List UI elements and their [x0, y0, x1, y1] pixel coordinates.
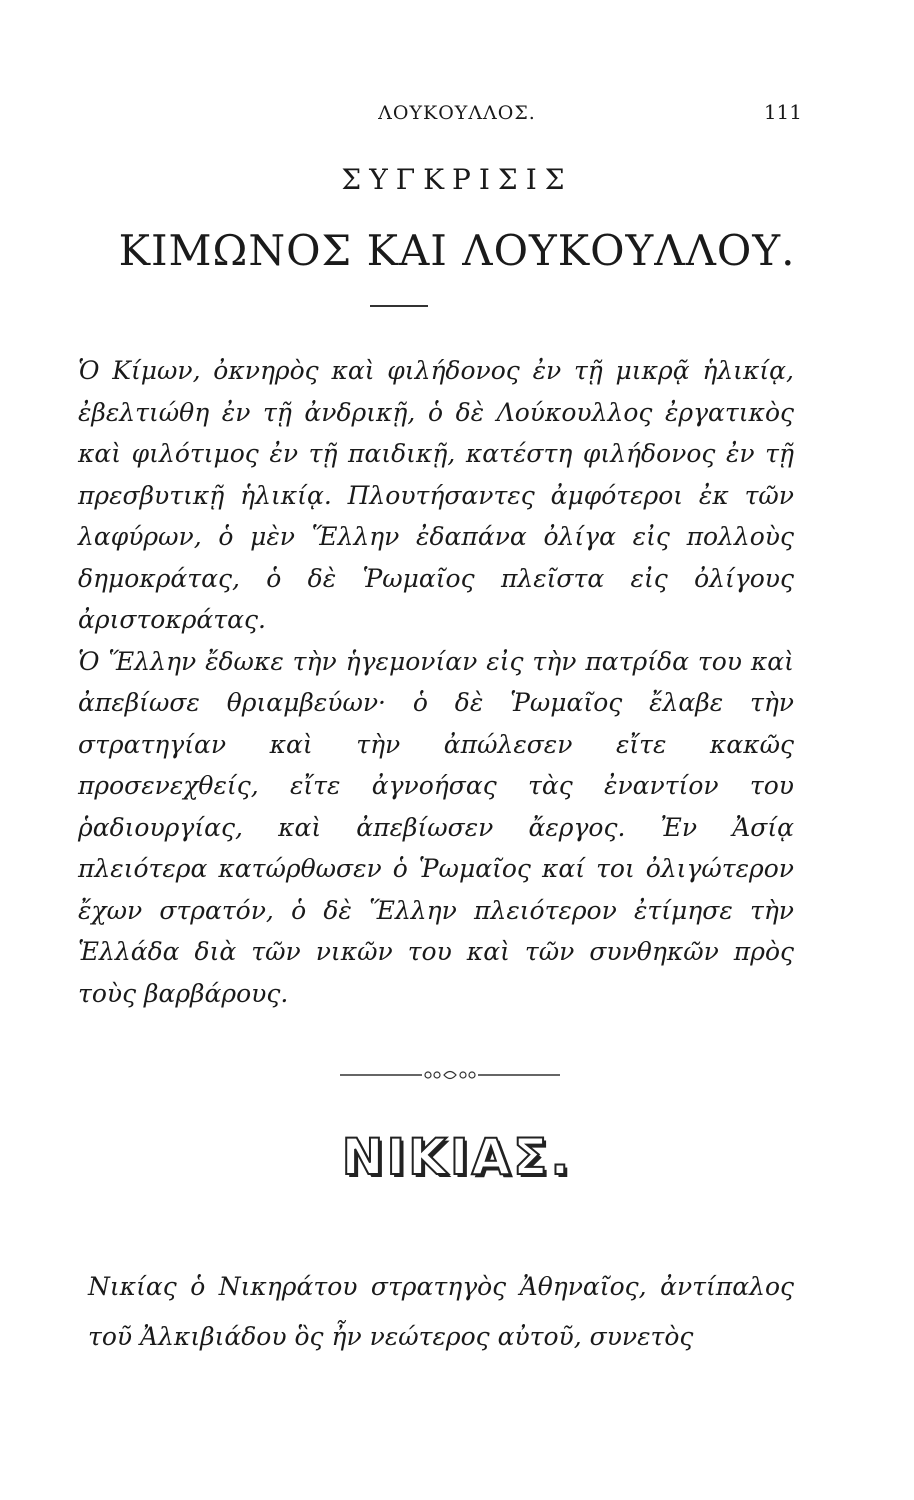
- paragraph: Νικίας ὁ Νικηράτου στρατηγὸς Ἀθηναῖος, ἀντίπαλος τοῦ Ἀλκιβιάδου ὃς ἦν νεώτερος αὐτοῦ, συνετὸς: [88, 1272, 794, 1351]
- running-head: [0, 100, 914, 130]
- title-rule: [370, 305, 428, 307]
- comparison-text: [78, 350, 794, 1014]
- section-text: [88, 1262, 794, 1362]
- page-number: 111: [763, 100, 802, 124]
- section-title: ΝΙΚΙΑΣ.: [341, 1128, 573, 1186]
- comparison-heading: ΣΥΓΚΡΙΣΙΣ: [341, 163, 573, 196]
- paragraph: Ὁ Κίμων, ὀκνηρὸς καὶ φιλήδονος ἐν τῇ μικρᾷ ἡλικίᾳ, ἐβελτιώθη ἐν τῇ ἀνδρικῇ, ὁ δὲ Λούκουλλος ἐργατικὸς καὶ φιλότιμος ἐν τῇ παιδικῇ, κατέστη φιλήδονος ἐν τῇ πρεσβυτικῇ ἡλικίᾳ. Πλουτήσαντες ἀμφότεροι ἐκ τῶν λαφύρων, ὁ μὲν Ἕλλην ἐδαπάνα ὀλίγα εἰς πολλοὺς δημοκράτας, ὁ δὲ Ῥωμαῖος πλεῖστα εἰς ὀλίγους ἀριστοκράτας.: [78, 356, 794, 634]
- comparison-title: ΚΙΜΩΝΟΣ ΚΑΙ ΛΟΥΚΟΥΛΛΟΥ.: [118, 226, 796, 275]
- paragraph: Ὁ Ἕλλην ἔδωκε τὴν ἡγεμονίαν εἰς τὴν πατρίδα του καὶ ἀπεβίωσε θριαμβεύων· ὁ δὲ Ῥωμαῖος ἔλαβε τὴν στρατηγίαν καὶ τὴν ἀπώλεσεν εἴτε κακῶς προσενεχθείς, εἴτε ἀγνοήσας τὰς ἐναντίον του ῥαδιουργίας, καὶ ἀπεβίωσεν ἄεργος. Ἐν Ἀσίᾳ πλειότερα κατώρθωσεν ὁ Ῥωμαῖος καί τοι ὀλιγώτερον ἔχων στρατόν, ὁ δὲ Ἕλλην πλειότερον ἐτίμησε τὴν Ἑλλάδα διὰ τῶν νικῶν του καὶ τῶν συνθηκῶν πρὸς τοὺς βαρβάρους.: [78, 646, 794, 1008]
- running-title: ΛΟΥΚΟΥΛΛΟΣ.: [378, 102, 536, 124]
- ornament-divider: [340, 1068, 560, 1082]
